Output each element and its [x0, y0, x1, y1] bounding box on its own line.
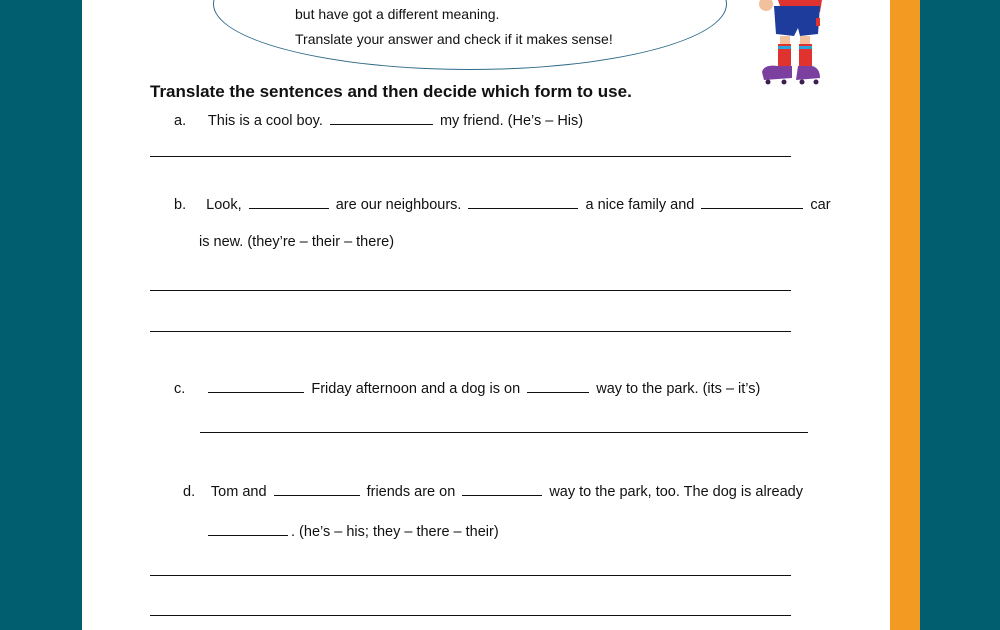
exercise-b-blank-1[interactable] — [249, 194, 329, 209]
exercise-b-text-4: car — [810, 197, 831, 213]
exercise-b-text-3: a nice family and — [585, 197, 695, 213]
exercise-c-text-2: way to the park. (its – it’s) — [596, 381, 761, 397]
answer-line-c[interactable] — [200, 432, 808, 433]
exercise-c-blank-1[interactable] — [208, 378, 304, 393]
exercise-d — [183, 481, 803, 500]
bubble-text-line-2: Translate your answer and check if it makes sense! — [295, 31, 613, 47]
exercise-b-text-1: Look, — [206, 197, 242, 213]
exercise-c-blank-2[interactable] — [527, 378, 589, 393]
exercise-d-text-2: friends are on — [366, 484, 456, 500]
answer-line-b-1[interactable] — [150, 290, 791, 291]
answer-line-d-2[interactable] — [150, 615, 791, 616]
orange-side-strip — [890, 0, 920, 630]
exercise-d-text-4: . (he’s – his; they – there – their) — [291, 524, 499, 540]
exercise-d-blank-3[interactable] — [208, 521, 288, 536]
answer-line-b-2[interactable] — [150, 331, 791, 332]
hand-shape — [759, 0, 773, 11]
exercise-c-marker: c. — [174, 381, 186, 397]
exercise-b-blank-3[interactable] — [701, 194, 803, 209]
exercise-a-marker: a. — [174, 113, 187, 129]
exercise-c-text-1: Friday afternoon and a dog is on — [311, 381, 521, 397]
exercise-b-marker: b. — [174, 197, 187, 213]
exercise-b-text-2: are our neighbours. — [335, 197, 462, 213]
exercise-b — [174, 194, 831, 213]
exercise-d-blank-2[interactable] — [462, 481, 542, 496]
exercise-d-text-1: Tom and — [210, 484, 267, 500]
footballer-boy-icon — [748, 0, 828, 92]
exercise-d-blank-1[interactable] — [274, 481, 360, 496]
exercise-b-blank-2[interactable] — [468, 194, 578, 209]
exercise-d-text-3: way to the park, too. The dog is already — [549, 484, 803, 500]
bubble-text-line-1: but have got a different meaning. — [295, 6, 500, 22]
exercise-a — [174, 110, 583, 129]
exercise-heading: Translate the sentences and then decide which form to use. — [150, 82, 632, 101]
exercise-d-line-2 — [208, 521, 499, 540]
answer-line-d-1[interactable] — [150, 575, 791, 576]
exercise-d-marker: d. — [183, 484, 196, 500]
exercise-b-line-2: is new. (they’re – their – there) — [199, 234, 395, 250]
exercise-a-blank-1[interactable] — [330, 110, 433, 125]
exercise-a-text-1: This is a cool boy. — [207, 113, 323, 129]
exercise-c — [174, 378, 760, 397]
exercise-a-text-2: my friend. (He’s – His) — [439, 113, 584, 129]
answer-line-a[interactable] — [150, 156, 791, 157]
